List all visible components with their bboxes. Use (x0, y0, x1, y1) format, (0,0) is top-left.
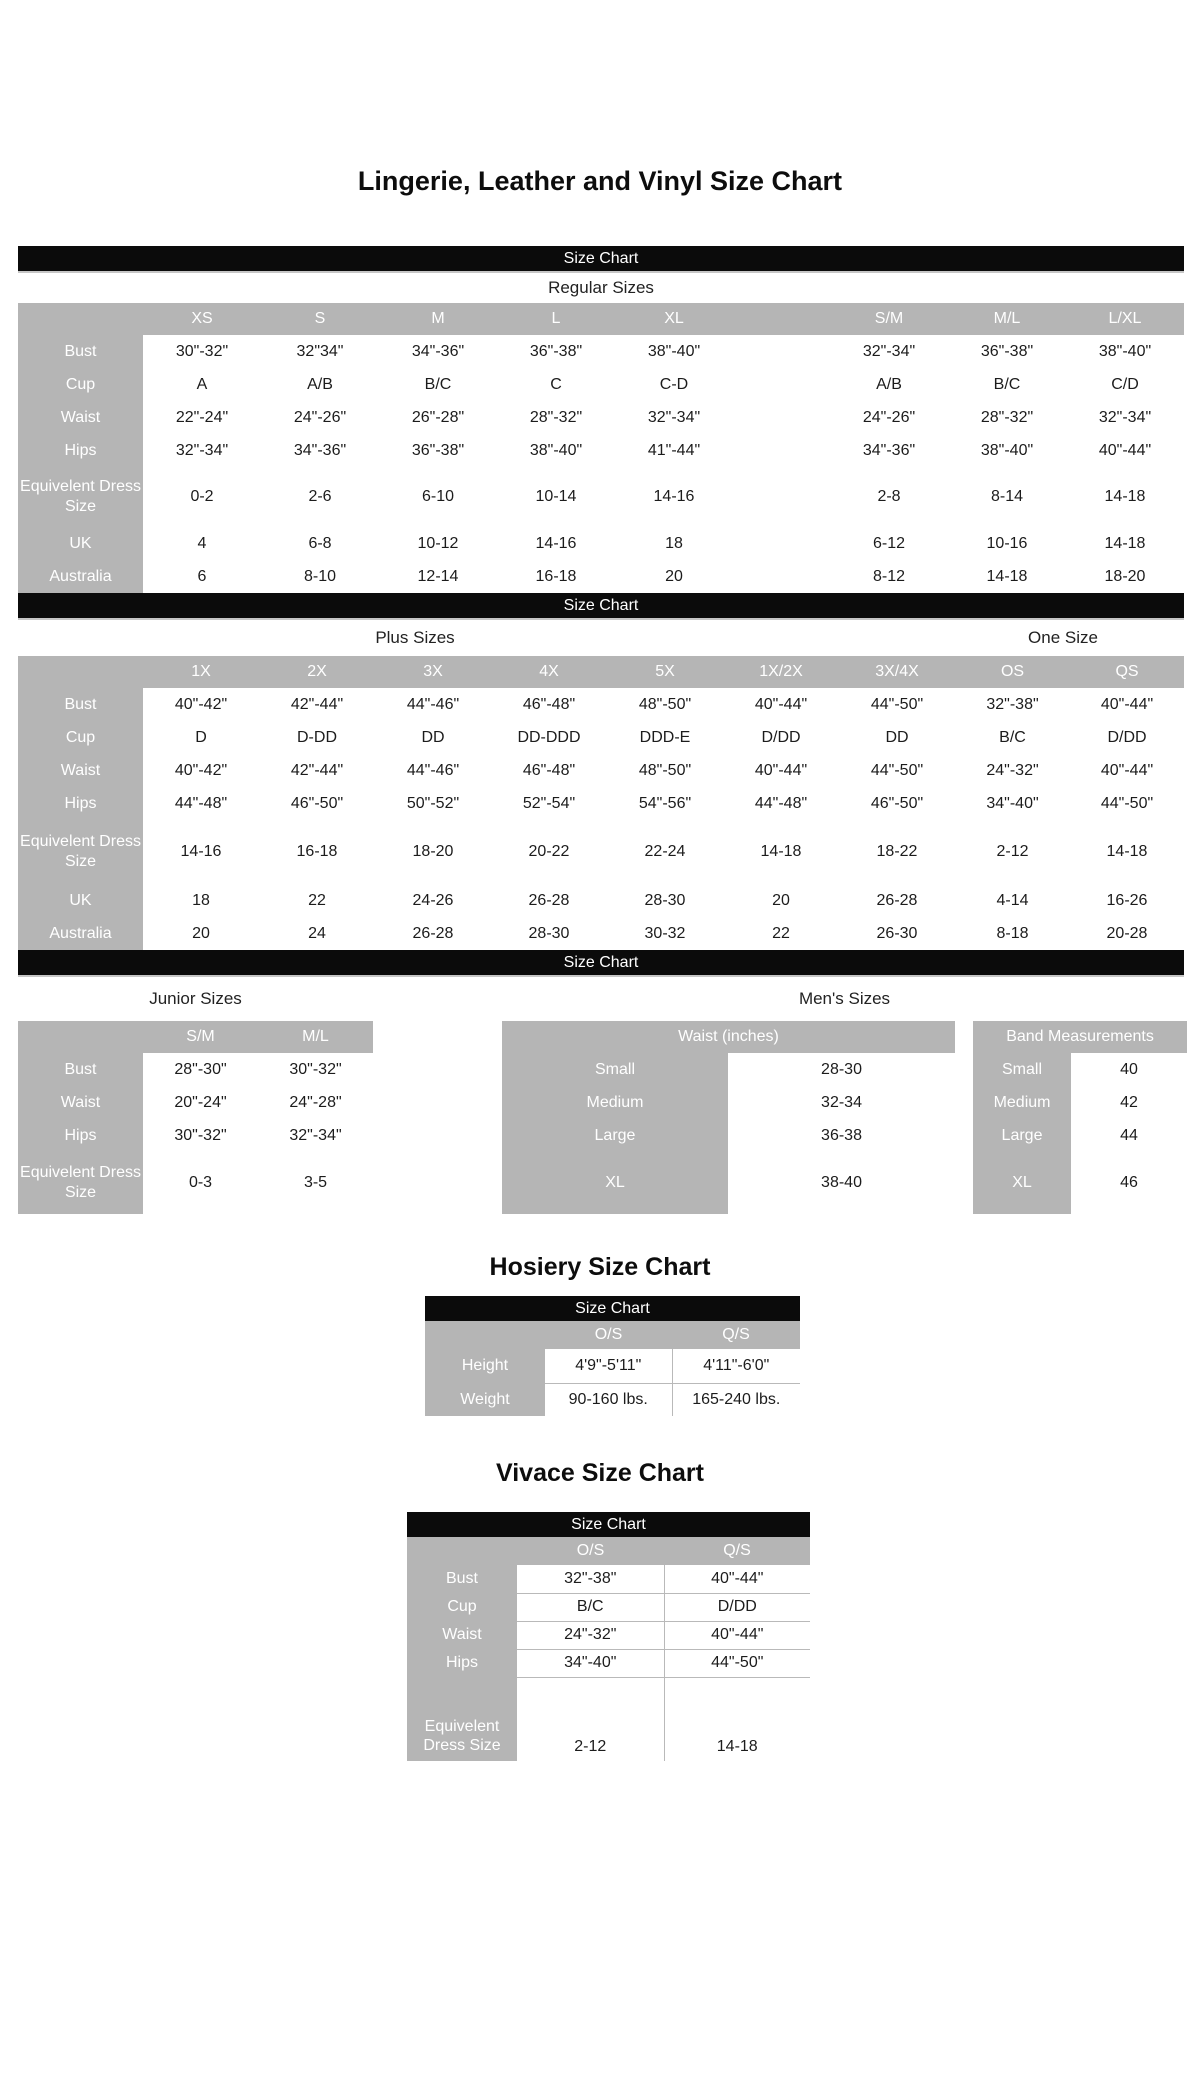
size-cell: 30-32 (644, 924, 686, 942)
table-row (18, 688, 1184, 721)
size-cell: 32"-34" (175, 441, 229, 459)
table-row (18, 1086, 373, 1119)
table-row (502, 1053, 1187, 1086)
column-header: S (261, 303, 379, 335)
size-cell: A/B (876, 375, 902, 393)
row-label: UK (18, 884, 143, 917)
size-cell: 0-3 (188, 1174, 213, 1191)
table-header-row (18, 656, 1184, 688)
column-header: 4X (491, 656, 607, 688)
row-label: UK (18, 527, 143, 560)
row-label: Bust (18, 335, 143, 368)
mens-sizes-table (502, 1021, 1187, 1214)
size-cell: 28"-32" (529, 408, 583, 426)
size-cell: 40"-42" (174, 761, 228, 779)
hosiery-title: Hosiery Size Chart (489, 1253, 711, 1281)
table-row (502, 1086, 1187, 1119)
size-cell: 26-30 (876, 924, 918, 942)
size-cell: 6-12 (872, 534, 906, 552)
size-cell: 4 (197, 534, 207, 552)
size-cell: 24 (308, 924, 326, 942)
column-header: M/L (258, 1021, 373, 1053)
size-cell: 16-18 (296, 843, 338, 860)
row-label: Hips (18, 787, 143, 820)
table-row (18, 401, 1184, 434)
column-header: Q/S (664, 1537, 810, 1565)
vivace-table (407, 1537, 810, 1761)
column-header: Q/S (672, 1321, 800, 1349)
size-cell: 32"-34" (1098, 408, 1152, 426)
size-cell: 30"-32" (174, 1126, 227, 1144)
size-cell: 36-38 (821, 1126, 862, 1144)
row-label: Waist (407, 1621, 517, 1649)
column-header: 1X/2X (723, 656, 839, 688)
gap-cell (955, 1053, 973, 1086)
table-header-row (425, 1321, 800, 1349)
size-cell: 18-20 (412, 843, 454, 860)
table-row (502, 1152, 1187, 1214)
table-row (407, 1713, 810, 1761)
mens-sizes-label: Men's Sizes (798, 989, 891, 1008)
column-header: S/M (143, 1021, 258, 1053)
size-cell: 48"-50" (638, 695, 692, 713)
row-label: Weight (425, 1383, 545, 1416)
table-row (18, 1053, 373, 1086)
waist-header: Waist (inches) (502, 1021, 955, 1053)
row-label: XL (973, 1152, 1071, 1214)
junior-sizes-block (18, 977, 373, 1214)
table-row (18, 1119, 373, 1152)
row-label: Bust (18, 1053, 143, 1086)
size-cell: B/C (424, 375, 452, 393)
size-cell: 44"-46" (406, 695, 460, 713)
column-header: XL (615, 303, 733, 335)
size-chart-bar: Size Chart (407, 1512, 810, 1537)
gap-cell (955, 1152, 973, 1214)
size-cell: 18 (665, 534, 683, 552)
gap-cell (733, 467, 830, 527)
size-cell: 40"-44" (754, 695, 808, 713)
column-header: OS (955, 656, 1070, 688)
size-cell: D/DD (761, 728, 801, 746)
size-cell: 24"-32" (986, 761, 1039, 779)
gap-cell (733, 434, 830, 467)
column-header: L (497, 303, 615, 335)
row-label: Cup (18, 368, 143, 401)
one-size-label: One Size (1028, 628, 1098, 647)
size-cell: 34"-36" (862, 441, 916, 459)
gap-cell (955, 1119, 973, 1152)
size-cell: 24"-26" (862, 408, 916, 426)
size-cell: 20-28 (1106, 924, 1148, 942)
row-label: Waist (18, 754, 143, 787)
size-cell: 14-16 (535, 534, 577, 552)
size-cell: 24"-26" (293, 408, 347, 426)
size-cell: 34"-36" (411, 342, 465, 360)
table-row (407, 1649, 810, 1677)
header-corner (18, 303, 143, 335)
header-corner (425, 1321, 545, 1349)
size-cell: 2-12 (574, 1738, 607, 1755)
column-header: S/M (830, 303, 948, 335)
column-header: M (379, 303, 497, 335)
table-row (425, 1383, 800, 1416)
column-header: O/S (517, 1537, 664, 1565)
row-label: Bust (18, 688, 143, 721)
column-header: QS (1070, 656, 1184, 688)
column-header: 3X (375, 656, 491, 688)
size-cell: 4-14 (996, 891, 1029, 909)
size-cell: 4'11"-6'0" (672, 1349, 800, 1383)
column-header: XS (143, 303, 261, 335)
size-cell: 14-18 (760, 843, 802, 860)
table-row (18, 467, 1184, 527)
size-cell: B/C (517, 1593, 664, 1621)
size-cell: 165-240 lbs. (672, 1383, 800, 1416)
column-header: 2X (259, 656, 375, 688)
plus-section-labels (18, 620, 1184, 656)
size-cell: 26"-28" (411, 408, 465, 426)
size-cell: D-DD (297, 728, 337, 746)
gap-cell (733, 527, 830, 560)
size-cell: 32"-34" (647, 408, 701, 426)
row-label: Hips (18, 434, 143, 467)
size-cell: 46"-48" (522, 761, 576, 779)
size-cell: 44"-50" (870, 761, 924, 779)
size-cell: 14-18 (664, 1713, 810, 1761)
size-cell: 32"-38" (986, 695, 1039, 713)
size-cell: 2-6 (308, 488, 332, 505)
size-cell: 28"-32" (980, 408, 1034, 426)
row-label: XL (502, 1152, 728, 1214)
table-row (18, 754, 1184, 787)
row-label: Hips (18, 1119, 143, 1152)
size-cell: 28-30 (644, 891, 686, 909)
size-cell: 40"-44" (1098, 441, 1152, 459)
size-cell: DD (885, 728, 909, 746)
table-row (18, 884, 1184, 917)
size-cell: DD-DDD (517, 728, 581, 746)
size-cell: 40"-44" (1100, 695, 1154, 713)
size-cell: 22"-24" (175, 408, 229, 426)
plus-sizes-label: Plus Sizes (375, 628, 455, 647)
size-cell: D/DD (664, 1593, 810, 1621)
size-cell: 32"-34" (289, 1126, 342, 1144)
size-cell: D/DD (1107, 728, 1147, 746)
size-cell: 44"-48" (174, 794, 228, 812)
table-row (407, 1565, 810, 1593)
size-cell: 2-8 (877, 488, 901, 505)
size-cell: 50"-52" (406, 794, 460, 812)
size-cell: 42"-44" (290, 695, 344, 713)
table-row (18, 527, 1184, 560)
size-cell: 20 (772, 891, 790, 909)
size-cell: 42 (1120, 1093, 1138, 1111)
size-cell: 16-18 (535, 567, 577, 585)
row-label: Small (973, 1053, 1071, 1086)
table-row (18, 560, 1184, 593)
hosiery-chart (425, 1296, 800, 1416)
mens-sizes-block (502, 977, 1187, 1214)
size-cell: 28-30 (528, 924, 570, 942)
size-cell: 48"-50" (638, 761, 692, 779)
row-label: Waist (18, 1086, 143, 1119)
size-cell: 38"-40" (529, 441, 583, 459)
size-cell: 32"34" (296, 342, 344, 360)
size-cell: B/C (993, 375, 1021, 393)
row-label: Equivelent Dress Size (18, 467, 143, 527)
size-cell: 28-30 (821, 1060, 862, 1078)
size-cell: 16-26 (1106, 891, 1148, 909)
row-label: Equivelent Dress Size (18, 1152, 143, 1214)
size-cell: 14-16 (653, 488, 695, 505)
size-cell: 36"-38" (411, 441, 465, 459)
table-header-row (18, 1021, 373, 1053)
table-header-row (502, 1021, 1187, 1053)
size-cell: 38"-40" (980, 441, 1034, 459)
size-cell: 40 (1120, 1060, 1138, 1078)
size-cell: 90-160 lbs. (568, 1390, 648, 1408)
junior-sizes-label: Junior Sizes (149, 989, 242, 1008)
row-label: Height (425, 1349, 545, 1383)
junior-mens-section (18, 977, 1184, 1214)
size-cell: A (196, 375, 208, 393)
band-header: Band Measurements (973, 1021, 1187, 1053)
regular-sizes-label: Regular Sizes (548, 278, 654, 297)
size-cell: 8-10 (303, 567, 337, 585)
size-cell: 14-18 (986, 567, 1028, 585)
row-label: Equivelent Dress Size (407, 1713, 517, 1761)
size-cell: 22 (772, 924, 790, 942)
size-cell: 24"-28" (289, 1093, 342, 1111)
size-cell: 0-2 (190, 488, 214, 505)
column-header: 3X/4X (839, 656, 955, 688)
size-cell: 32"-34" (862, 342, 916, 360)
row-label: Large (973, 1119, 1071, 1152)
size-cell: 24-26 (412, 891, 454, 909)
size-cell: 38"-40" (647, 342, 701, 360)
table-row (18, 820, 1184, 884)
size-cell: 46 (1120, 1174, 1138, 1191)
table-row (425, 1349, 800, 1383)
size-chart-bar: Size Chart (18, 246, 1184, 273)
size-cell: 10-12 (417, 534, 459, 552)
size-cell: 22-24 (644, 843, 686, 860)
gap-cell (955, 1021, 973, 1053)
size-cell: 44"-50" (664, 1649, 810, 1677)
row-label: Medium (502, 1086, 728, 1119)
size-cell: 26-28 (412, 924, 454, 942)
page-title: Lingerie, Leather and Vinyl Size Chart (357, 166, 843, 196)
gap-cell (955, 1086, 973, 1119)
table-row (18, 368, 1184, 401)
size-cell: C (550, 375, 562, 393)
size-cell: 42"-44" (290, 761, 344, 779)
table-row (18, 335, 1184, 368)
size-chart-bar: Size Chart (18, 950, 1184, 977)
row-label: Medium (973, 1086, 1071, 1119)
header-corner (407, 1537, 517, 1565)
hosiery-table (425, 1321, 800, 1416)
size-chart-bar: Size Chart (18, 593, 1184, 620)
row-label: Hips (407, 1649, 517, 1677)
size-cell: 14-16 (180, 843, 222, 860)
table-row (18, 917, 1184, 950)
size-cell: 44"-46" (406, 761, 460, 779)
table-header-row (407, 1537, 810, 1565)
table-row (407, 1593, 810, 1621)
size-cell: DDD-E (639, 728, 691, 746)
row-label: Small (502, 1053, 728, 1086)
size-cell: 2-12 (996, 843, 1029, 860)
size-cell: 26-28 (876, 891, 918, 909)
row-label-empty (407, 1677, 517, 1713)
size-cell: B/C (999, 728, 1026, 746)
size-cell: 30"-32" (175, 342, 229, 360)
gap-cell (733, 560, 830, 593)
regular-sizes-table (18, 303, 1184, 593)
gap-cell (733, 401, 830, 434)
size-cell: 12-14 (417, 567, 459, 585)
size-cell: C/D (1111, 375, 1139, 393)
plus-sizes-table (18, 656, 1184, 950)
size-cell: 20 (665, 567, 683, 585)
size-cell: 26-28 (528, 891, 570, 909)
row-label: Bust (407, 1565, 517, 1593)
size-cell: 30"-32" (289, 1060, 342, 1078)
size-cell: A/B (307, 375, 333, 393)
junior-sizes-table (18, 1021, 373, 1214)
size-cell: 22 (308, 891, 326, 909)
main-size-chart-sheet (18, 246, 1184, 1214)
size-cell: 6-8 (308, 534, 332, 552)
size-cell: 44"-50" (870, 695, 924, 713)
row-label: Large (502, 1119, 728, 1152)
size-cell: 18-20 (1104, 567, 1146, 585)
size-cell: 41"-44" (647, 441, 701, 459)
size-cell: 44"-48" (754, 794, 808, 812)
size-cell: 36"-38" (529, 342, 583, 360)
size-cell: 14-18 (1104, 488, 1146, 505)
empty-cell (664, 1677, 810, 1713)
table-row (502, 1119, 1187, 1152)
size-cell: 32"-38" (517, 1565, 664, 1593)
table-header-row (18, 303, 1184, 335)
table-row (18, 787, 1184, 820)
size-cell: 40"-42" (174, 695, 228, 713)
table-row (18, 1152, 373, 1214)
size-cell: 40"-44" (664, 1621, 810, 1649)
column-header: O/S (545, 1321, 672, 1349)
size-cell: C-D (659, 375, 689, 393)
size-cell: 6-10 (421, 488, 455, 505)
size-cell: 44"-50" (1100, 794, 1154, 812)
size-cell: 14-18 (1104, 534, 1146, 552)
size-cell: 34"-36" (293, 441, 347, 459)
size-cell: 14-18 (1106, 843, 1148, 860)
row-label: Australia (18, 917, 143, 950)
size-cell: 10-14 (535, 488, 577, 505)
row-label: Cup (407, 1593, 517, 1621)
size-cell: 40"-44" (754, 761, 808, 779)
size-cell: 18 (192, 891, 210, 909)
row-label: Equivelent Dress Size (18, 820, 143, 884)
table-row (18, 721, 1184, 754)
size-cell: DD (421, 728, 445, 746)
size-cell: 40"-44" (664, 1565, 810, 1593)
empty-cell (517, 1677, 664, 1713)
size-cell: 8-18 (996, 924, 1029, 942)
size-cell: 40"-44" (1100, 761, 1154, 779)
size-cell: 46"-50" (290, 794, 344, 812)
size-chart-bar: Size Chart (425, 1296, 800, 1321)
header-gap (733, 303, 830, 335)
size-cell: 52"-54" (522, 794, 576, 812)
size-cell: 3-5 (303, 1174, 328, 1191)
size-cell: 54"-56" (638, 794, 692, 812)
size-cell: 38-40 (821, 1174, 862, 1191)
column-header: 5X (607, 656, 723, 688)
size-cell: D (195, 728, 207, 746)
gap-cell (733, 335, 830, 368)
row-label: Australia (18, 560, 143, 593)
size-cell: 24"-32" (517, 1621, 664, 1649)
vivace-title: Vivace Size Chart (496, 1459, 704, 1487)
header-corner (18, 656, 143, 688)
header-corner (18, 1021, 143, 1053)
column-header: M/L (948, 303, 1066, 335)
column-header: 1X (143, 656, 259, 688)
size-cell: 20 (192, 924, 210, 942)
size-cell: 36"-38" (980, 342, 1034, 360)
size-cell: 20"-24" (174, 1093, 227, 1111)
table-row (18, 434, 1184, 467)
size-cell: 34"-40" (986, 794, 1039, 812)
size-cell: 46"-50" (870, 794, 924, 812)
size-cell: 8-12 (872, 567, 906, 585)
size-cell: 18-22 (876, 843, 918, 860)
gap-cell (733, 368, 830, 401)
spacer-row (407, 1677, 810, 1713)
size-cell: 44 (1120, 1126, 1138, 1144)
row-label: Cup (18, 721, 143, 754)
size-cell: 28"-30" (174, 1060, 227, 1078)
table-row (407, 1621, 810, 1649)
size-cell: 46"-48" (522, 695, 576, 713)
size-cell: 4'9"-5'11" (545, 1349, 672, 1383)
size-cell: 38"-40" (1098, 342, 1152, 360)
size-cell: 32-34 (821, 1093, 862, 1111)
size-cell: 10-16 (986, 534, 1028, 552)
size-cell: 6 (197, 567, 207, 585)
size-cell: 8-14 (990, 488, 1024, 505)
size-cell: 20-22 (528, 843, 570, 860)
size-cell: 34"-40" (517, 1649, 664, 1677)
row-label: Waist (18, 401, 143, 434)
vivace-chart (407, 1512, 810, 1761)
column-header: L/XL (1066, 303, 1184, 335)
